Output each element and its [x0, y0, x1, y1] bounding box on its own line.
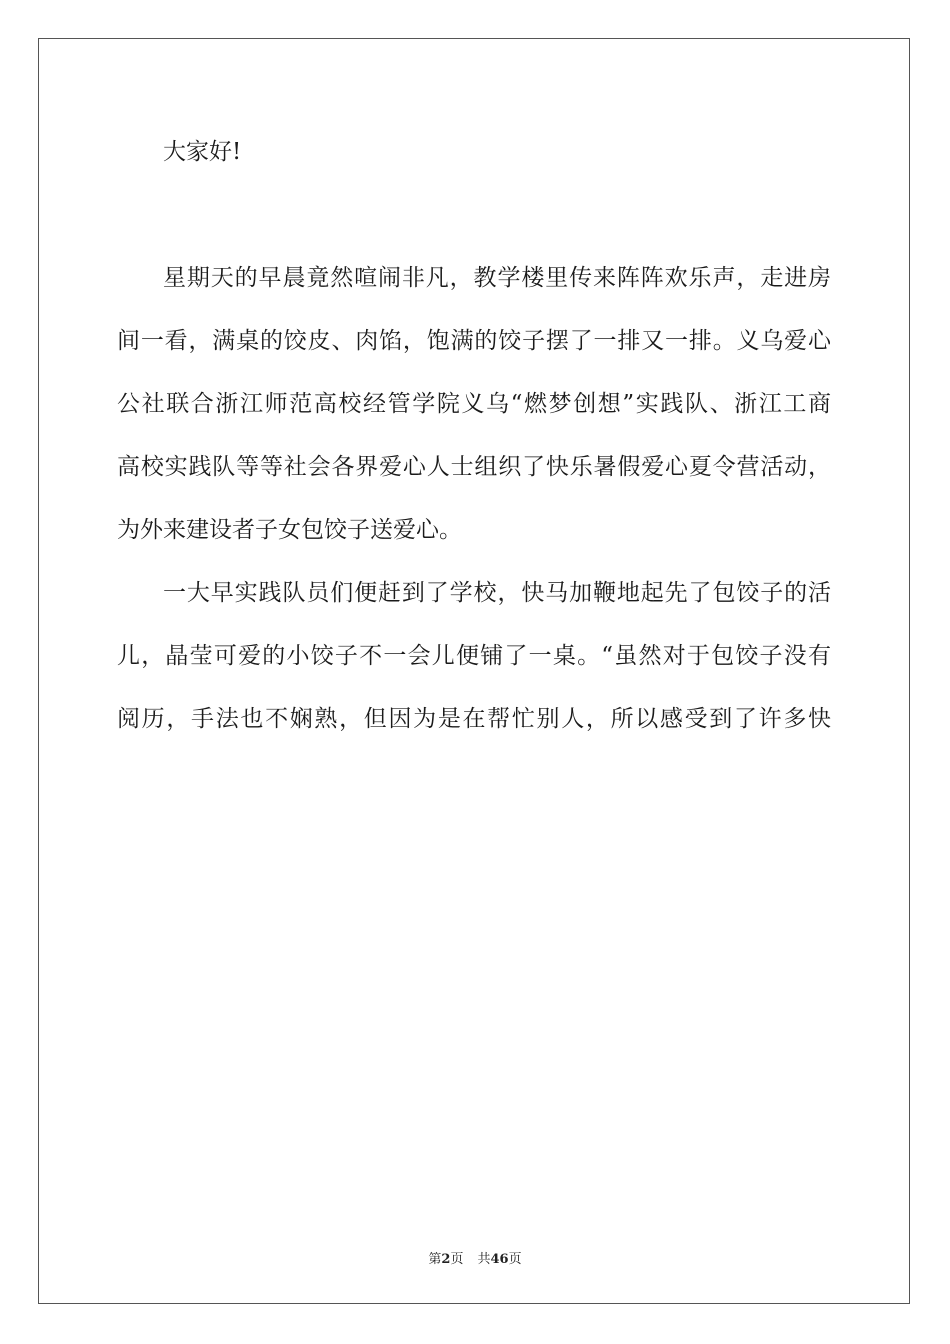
paragraph-line: 高校实践队等等社会各界爱心人士组织了快乐暑假爱心夏令营活动， [117, 454, 831, 480]
total-pages: 46 [490, 1252, 509, 1267]
paragraph-line: 星期天的早晨竟然喧闹非凡，教学楼里传来阵阵欢乐声，走进房 [163, 265, 831, 291]
page-suffix: 页 [450, 1252, 464, 1267]
paragraph-2 [117, 567, 831, 756]
paragraph-line: 一大早实践队员们便赶到了学校，快马加鞭地起先了包饺子的活 [163, 580, 831, 606]
document-body [117, 126, 831, 756]
page-number: 2 [441, 1252, 451, 1267]
greeting-line: 大家好! [163, 139, 242, 165]
page-prefix: 第 [428, 1252, 442, 1267]
paragraph-1 [117, 252, 831, 567]
total-suffix: 页 [508, 1252, 522, 1267]
paragraph-line: 阅历，手法也不娴熟，但因为是在帮忙别人，所以感受到了许多快 [117, 706, 831, 732]
paragraph-line: 公社联合浙江师范高校经管学院义乌“燃梦创想”实践队、浙江工商 [117, 391, 831, 417]
paragraph-line: 间一看，满桌的饺皮、肉馅，饱满的饺子摆了一排又一排。义乌爱心 [117, 328, 831, 354]
paragraph-line: 儿，晶莹可爱的小饺子不一会儿便铺了一桌。“虽然对于包饺子没有 [117, 643, 831, 669]
greeting-paragraph [117, 126, 831, 189]
total-prefix: 共 [477, 1252, 491, 1267]
page-footer [0, 1248, 950, 1267]
paragraph-line: 为外来建设者子女包饺子送爱心。 [117, 517, 462, 543]
paragraph-gap [117, 189, 831, 252]
